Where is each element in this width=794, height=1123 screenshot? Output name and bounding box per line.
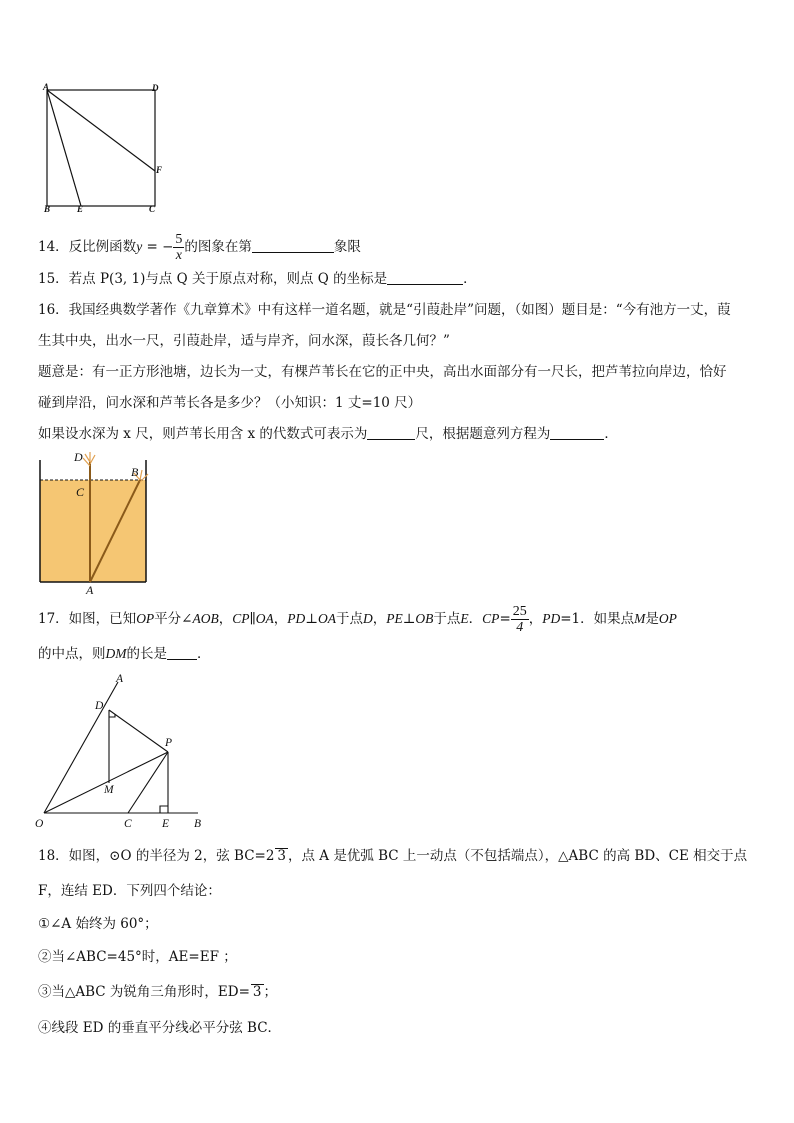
sqrt: 3 xyxy=(277,848,287,864)
conclusion-1: ①∠A 始终为 60°； xyxy=(38,916,158,932)
question-17-line-1: 17．如图，已知OP平分∠AOB，CP∥OA，PD⊥OA于点D，PE⊥OB于点E．CP= $\frac{25}{4}$ ，PD=1．如果点M是OP xyxy=(38,604,677,635)
question-18-line-1: 18．如图，⊙O 的半径为 2，弦 BC=2 3 ，点 A 是优弧 BC 上一动点（不包括端点），△ABC 的高 BD、CE 相交于点 xyxy=(38,848,748,864)
question-16-line-2: 生其中央，出水一尺，引葭赴岸，适与岸齐，问水深，葭长各几何？” xyxy=(38,333,450,349)
question-15: 15．若点 P(3, 1)与点 Q 关于原点对称，则点 Q 的坐标是 ． xyxy=(38,271,477,287)
answer-blank[interactable] xyxy=(550,425,604,440)
fraction: $\frac{25}{4}$ xyxy=(512,604,527,635)
fraction: $\frac{5}{x}$ xyxy=(175,232,183,263)
label-a: A xyxy=(43,82,50,92)
answer-blank[interactable] xyxy=(167,645,197,660)
label-a: A xyxy=(86,583,94,596)
label-b: B xyxy=(131,465,139,479)
water xyxy=(40,480,146,582)
question-18-line-2: F，连结 ED．下列四个结论： xyxy=(38,883,221,899)
label-c: C xyxy=(124,818,132,830)
square-figure xyxy=(38,82,168,216)
conclusion-4: ④线段 ED 的垂直平分线必平分弦 BC． xyxy=(38,1020,282,1036)
angle-figure xyxy=(30,670,220,835)
question-16-line-4: 碰到岸沿，问水深和芦苇长各是多少？（小知识：1 丈=10 尺） xyxy=(38,395,422,411)
answer-blank[interactable] xyxy=(387,270,463,285)
conclusion-2: ②当∠ABC=45°时，AE=EF ； xyxy=(38,949,237,965)
answer-blank[interactable] xyxy=(367,425,415,440)
label-e: E xyxy=(162,818,170,830)
conclusion-3: ③当△ABC 为锐角三角形时，ED= 3 ； xyxy=(38,984,278,1000)
label-c: C xyxy=(149,204,156,214)
label-d: D xyxy=(95,700,104,712)
label-d: D xyxy=(74,450,83,464)
sqrt: 3 xyxy=(252,984,262,1000)
label-c: C xyxy=(76,485,85,499)
label-b: B xyxy=(44,204,51,214)
label-e: E xyxy=(77,204,84,214)
question-17-line-2: 的中点，则DM的长是 ． xyxy=(38,646,211,662)
answer-blank[interactable] xyxy=(252,238,334,253)
pond-figure xyxy=(36,446,152,596)
label-d: D xyxy=(152,83,159,93)
label-p: P xyxy=(165,737,173,749)
label-b: B xyxy=(194,818,202,830)
question-16-line-5: 如果设水深为 x 尺，则芦苇长用含 x 的代数式可表示为 尺，根据题意列方程为 ． xyxy=(38,426,618,442)
label-m: M xyxy=(104,784,114,796)
label-f: F xyxy=(156,165,163,175)
question-16-line-1: 16．我国经典数学著作《九章算术》中有这样一道名题，就是“引葭赴岸”问题，（如图）题目是：“今有池方一丈，葭 xyxy=(38,302,731,318)
question-14: 14．反比例函数y = − $\frac{5}{x}$ 的图象在第 象限 xyxy=(38,232,361,263)
question-16-line-3: 题意是：有一正方形池塘，边长为一丈，有棵芦苇长在它的正中央，高出水面部分有一尺长，把芦苇拉向岸边，恰好 xyxy=(38,364,727,380)
label-a: A xyxy=(116,673,124,685)
label-o: O xyxy=(35,818,44,830)
